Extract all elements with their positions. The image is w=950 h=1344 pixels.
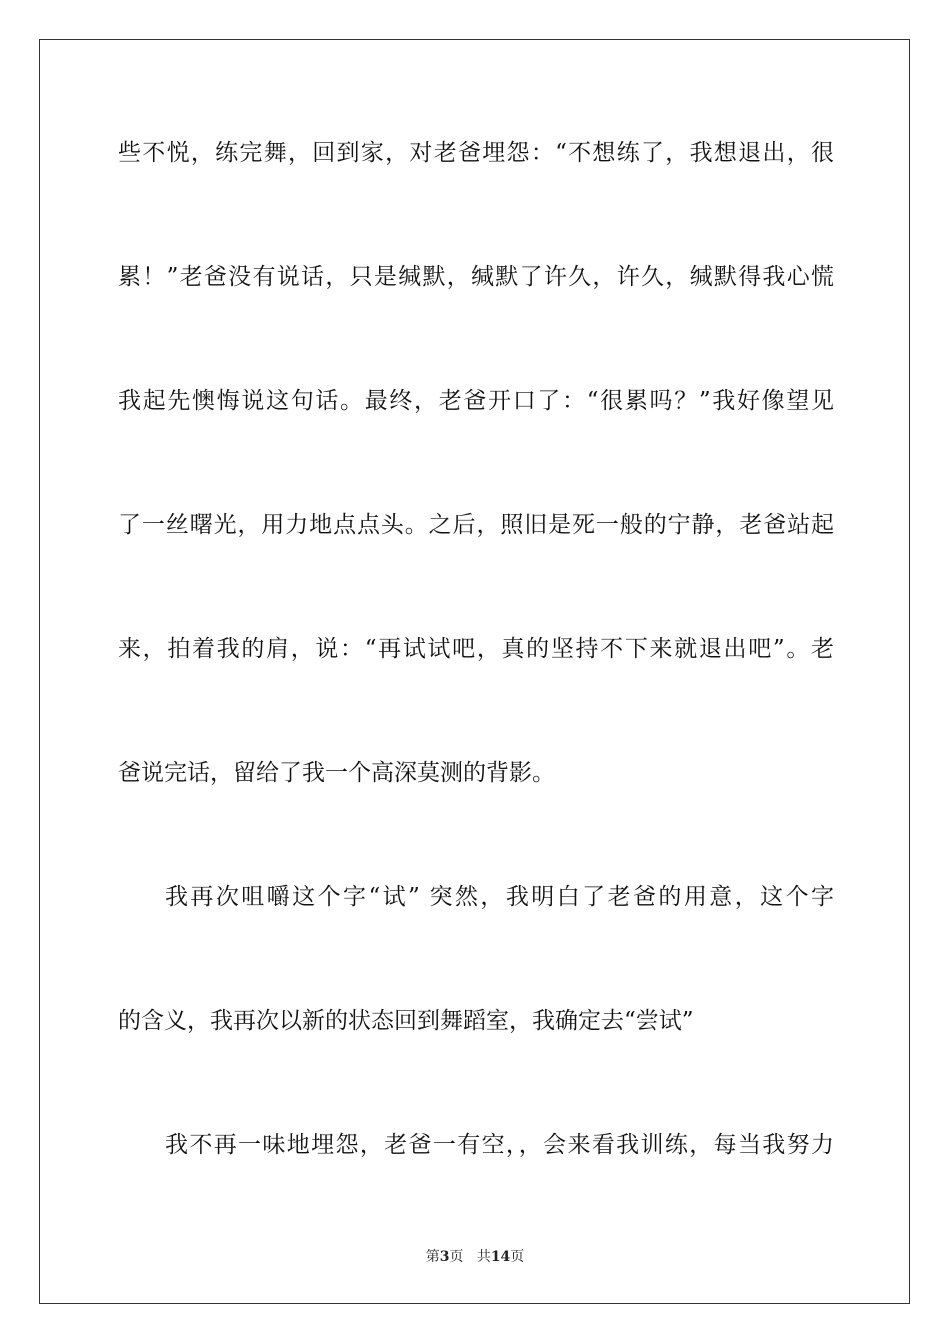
text-line-1: 些不悦，练完舞，回到家，对老爸埋怨：“不想练了，我想退出，很 bbox=[118, 140, 834, 166]
paragraph-3-line-1: 我不再一味地埋怨，老爸一有空，，会来看我训练，每当我努力 bbox=[165, 1132, 834, 1158]
paragraph-2-line-2: 的含义，我再次以新的状态回到舞蹈室，我确定去“尝试” bbox=[118, 1008, 694, 1034]
paragraph-2-line-1: 我再次咀嚼这个字“试” 突然，我明白了老爸的用意，这个字 bbox=[165, 884, 834, 910]
page-footer bbox=[0, 1246, 950, 1266]
footer-page-number: 3 bbox=[439, 1249, 450, 1265]
text-line-6: 爸说完话，留给了我一个高深莫测的背影。 bbox=[118, 760, 555, 786]
text-line-5: 来，拍着我的肩，说：“再试试吧，真的坚持不下来就退出吧”。老 bbox=[118, 636, 834, 662]
text-line-3: 我起先懊悔说这句话。最终，老爸开口了：“很累吗？”我好像望见 bbox=[118, 388, 834, 414]
footer-total-pages: 14 bbox=[490, 1249, 511, 1265]
text-line-4: 了一丝曙光，用力地点点头。之后，照旧是死一般的宁静，老爸站起 bbox=[118, 512, 834, 538]
footer-page-suffix: 页 bbox=[449, 1249, 464, 1265]
page-frame bbox=[39, 39, 910, 1304]
footer-total-prefix: 共 bbox=[476, 1249, 491, 1265]
text-line-2: 累！”老爸没有说话，只是缄默，缄默了许久，许久，缄默得我心慌 bbox=[118, 264, 834, 290]
footer-total-suffix: 页 bbox=[510, 1249, 525, 1265]
footer-prefix: 第 bbox=[425, 1249, 440, 1265]
